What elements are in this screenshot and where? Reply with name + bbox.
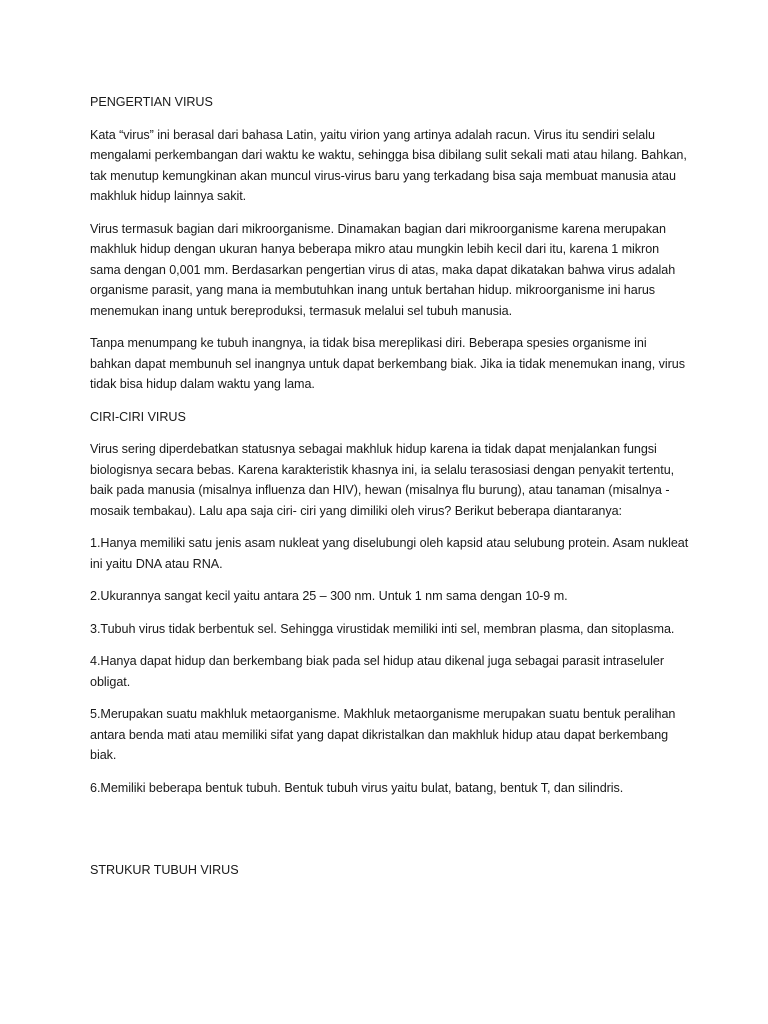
heading-ciri-ciri-virus: CIRI-CIRI VIRUS bbox=[90, 409, 186, 424]
paragraph-ciri-intro: Virus sering diperdebatkan statusnya sebagai makhluk hidup karena ia tidak dapat menjalankan fungsi biologisnya secara bebas. Karena karakteristik khasnya ini, ia selalu terasosiasi dengan penyakit tertentu, baik pada manusia (misalnya influenza dan HIV), hewan (misalnya flu burung), atau tanaman (misalnya - mosaik tembakau). Lalu apa saja ciri- ciri yang dimiliki oleh virus? Berikut beberapa diantaranya: bbox=[90, 442, 675, 518]
spacer bbox=[90, 810, 690, 860]
paragraph-host: Tanpa menumpang ke tubuh inangnya, ia tidak bisa mereplikasi diri. Beberapa spesies organisme ini bahkan dapat membunuh sel inangnya untuk dapat berkembang biak. Jika ia tidak menemukan inang, virus tidak bisa hidup dalam waktu yang lama. bbox=[90, 336, 685, 391]
paragraph-microorganism: Virus termasuk bagian dari mikroorganisme. Dinamakan bagian dari mikroorganisme karena merupakan makhluk hidup dengan ukuran hanya beberapa mikro atau mungkin lebih kecil dari itu, karena 1 mikron sama dengan 0,001 mm. Berdasarkan pengertian virus di atas, maka dapat dikatakan bahwa virus adalah organisme parasit, yang mana ia membutuhkan inang untuk bertahan hidup. mikroorganisme ini harus menemukan inang untuk bereproduksi, termasuk melalui sel tubuh manusia. bbox=[90, 221, 676, 318]
list-item-1: 1.Hanya memiliki satu jenis asam nukleat yang diselubungi oleh kapsid atau selubung protein. Asam nukleat ini yaitu DNA atau RNA. bbox=[90, 536, 689, 571]
heading-pengertian-virus: PENGERTIAN VIRUS bbox=[90, 95, 213, 109]
list-item-3: 3.Tubuh virus tidak berbentuk sel. Sehingga virustidak memiliki inti sel, membran plasma, dan sitoplasma. bbox=[90, 621, 675, 636]
list-item-5: 5.Merupakan suatu makhluk metaorganisme. Makhluk metaorganisme merupakan suatu bentuk peralihan antara benda mati atau memiliki sifat yang dapat dikristalkan dan makhluk hidup atau dapat berkembang biak. bbox=[90, 707, 676, 762]
list-item-4: 4.Hanya dapat hidup dan berkembang biak pada sel hidup atau dikenal juga sebagai parasit intraseluler obligat. bbox=[90, 654, 664, 689]
paragraph-definition: Kata “virus” ini berasal dari bahasa Latin, yaitu virion yang artinya adalah racun. Virus itu sendiri selalu mengalami perkembangan dari waktu ke waktu, sehingga bisa dibilang sulit sekali mati atau hilang. Bahkan, tak menutup kemungkinan akan muncul virus-virus baru yang terkadang bisa saja membuat manusia atau makhluk hidup lainnya sakit. bbox=[90, 127, 687, 203]
list-item-6: 6.Memiliki beberapa bentuk tubuh. Bentuk tubuh virus yaitu bulat, batang, bentuk T, dan silindris. bbox=[90, 780, 624, 795]
heading-struktur-tubuh-virus: STRUKUR TUBUH VIRUS bbox=[90, 863, 239, 877]
list-item-2: 2.Ukurannya sangat kecil yaitu antara 25 – 300 nm. Untuk 1 nm sama dengan 10-9 m. bbox=[90, 589, 568, 603]
document-page bbox=[90, 92, 690, 893]
